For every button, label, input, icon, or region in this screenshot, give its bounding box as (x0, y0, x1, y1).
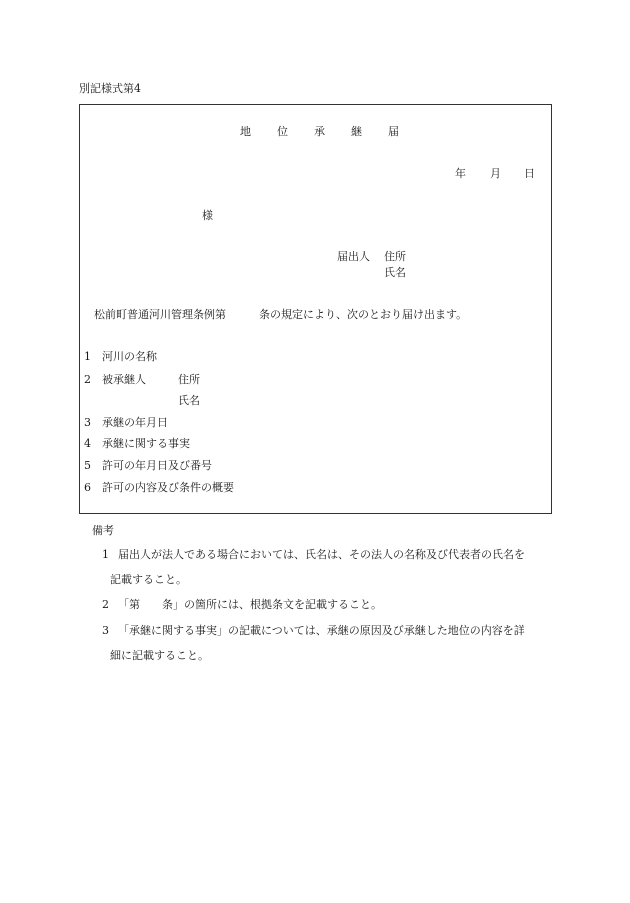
item-number: 6 (84, 481, 91, 494)
predecessor-name-label: 氏名 (178, 394, 200, 407)
item-number: 2 (84, 373, 91, 386)
statement-after: 条の規定により、次のとおり届け出ます。 (259, 308, 468, 321)
item-label: 承継の年月日 (102, 416, 168, 429)
note-text: 「第 条」の箇所には、根拠条文を記載すること。 (118, 598, 382, 611)
applicant-name-label: 氏名 (384, 266, 406, 279)
item-number: 5 (84, 459, 91, 472)
date-year-label: 年 (455, 167, 466, 180)
item-label: 被承継人 (102, 373, 146, 386)
note-text: 「承継に関する事実」の記載については、承継の原因及び承継した地位の内容を詳 (118, 624, 525, 637)
item-label: 許可の年月日及び番号 (102, 459, 212, 472)
note-text-continuation: 記載すること。 (110, 573, 187, 586)
notes-heading: 備考 (92, 524, 114, 537)
item-label: 許可の内容及び条件の概要 (102, 481, 234, 494)
item-number: 4 (84, 437, 91, 450)
item-label: 承継に関する事実 (102, 437, 190, 450)
note-text: 届出人が法人である場合においては、氏名は、その法人の名称及び代表者の氏名を (118, 548, 525, 561)
applicant-label: 届出人 (337, 250, 370, 263)
item-number: 1 (84, 350, 91, 363)
item-number: 3 (84, 416, 91, 429)
addressee-suffix: 様 (202, 209, 213, 222)
predecessor-address-label: 住所 (178, 373, 200, 386)
note-number: 2 (102, 598, 109, 611)
applicant-address-label: 住所 (384, 250, 406, 263)
statement-before: 松前町普通河川管理条例第 (94, 308, 226, 321)
note-number: 1 (102, 548, 109, 561)
date-month-label: 月 (490, 167, 501, 180)
form-title: 地位承継届 (240, 125, 425, 138)
note-text-continuation: 細に記載すること。 (110, 649, 209, 662)
date-day-label: 日 (524, 167, 535, 180)
note-number: 3 (102, 624, 109, 637)
item-label: 河川の名称 (102, 350, 157, 363)
form-label: 別記様式第4 (79, 82, 141, 95)
